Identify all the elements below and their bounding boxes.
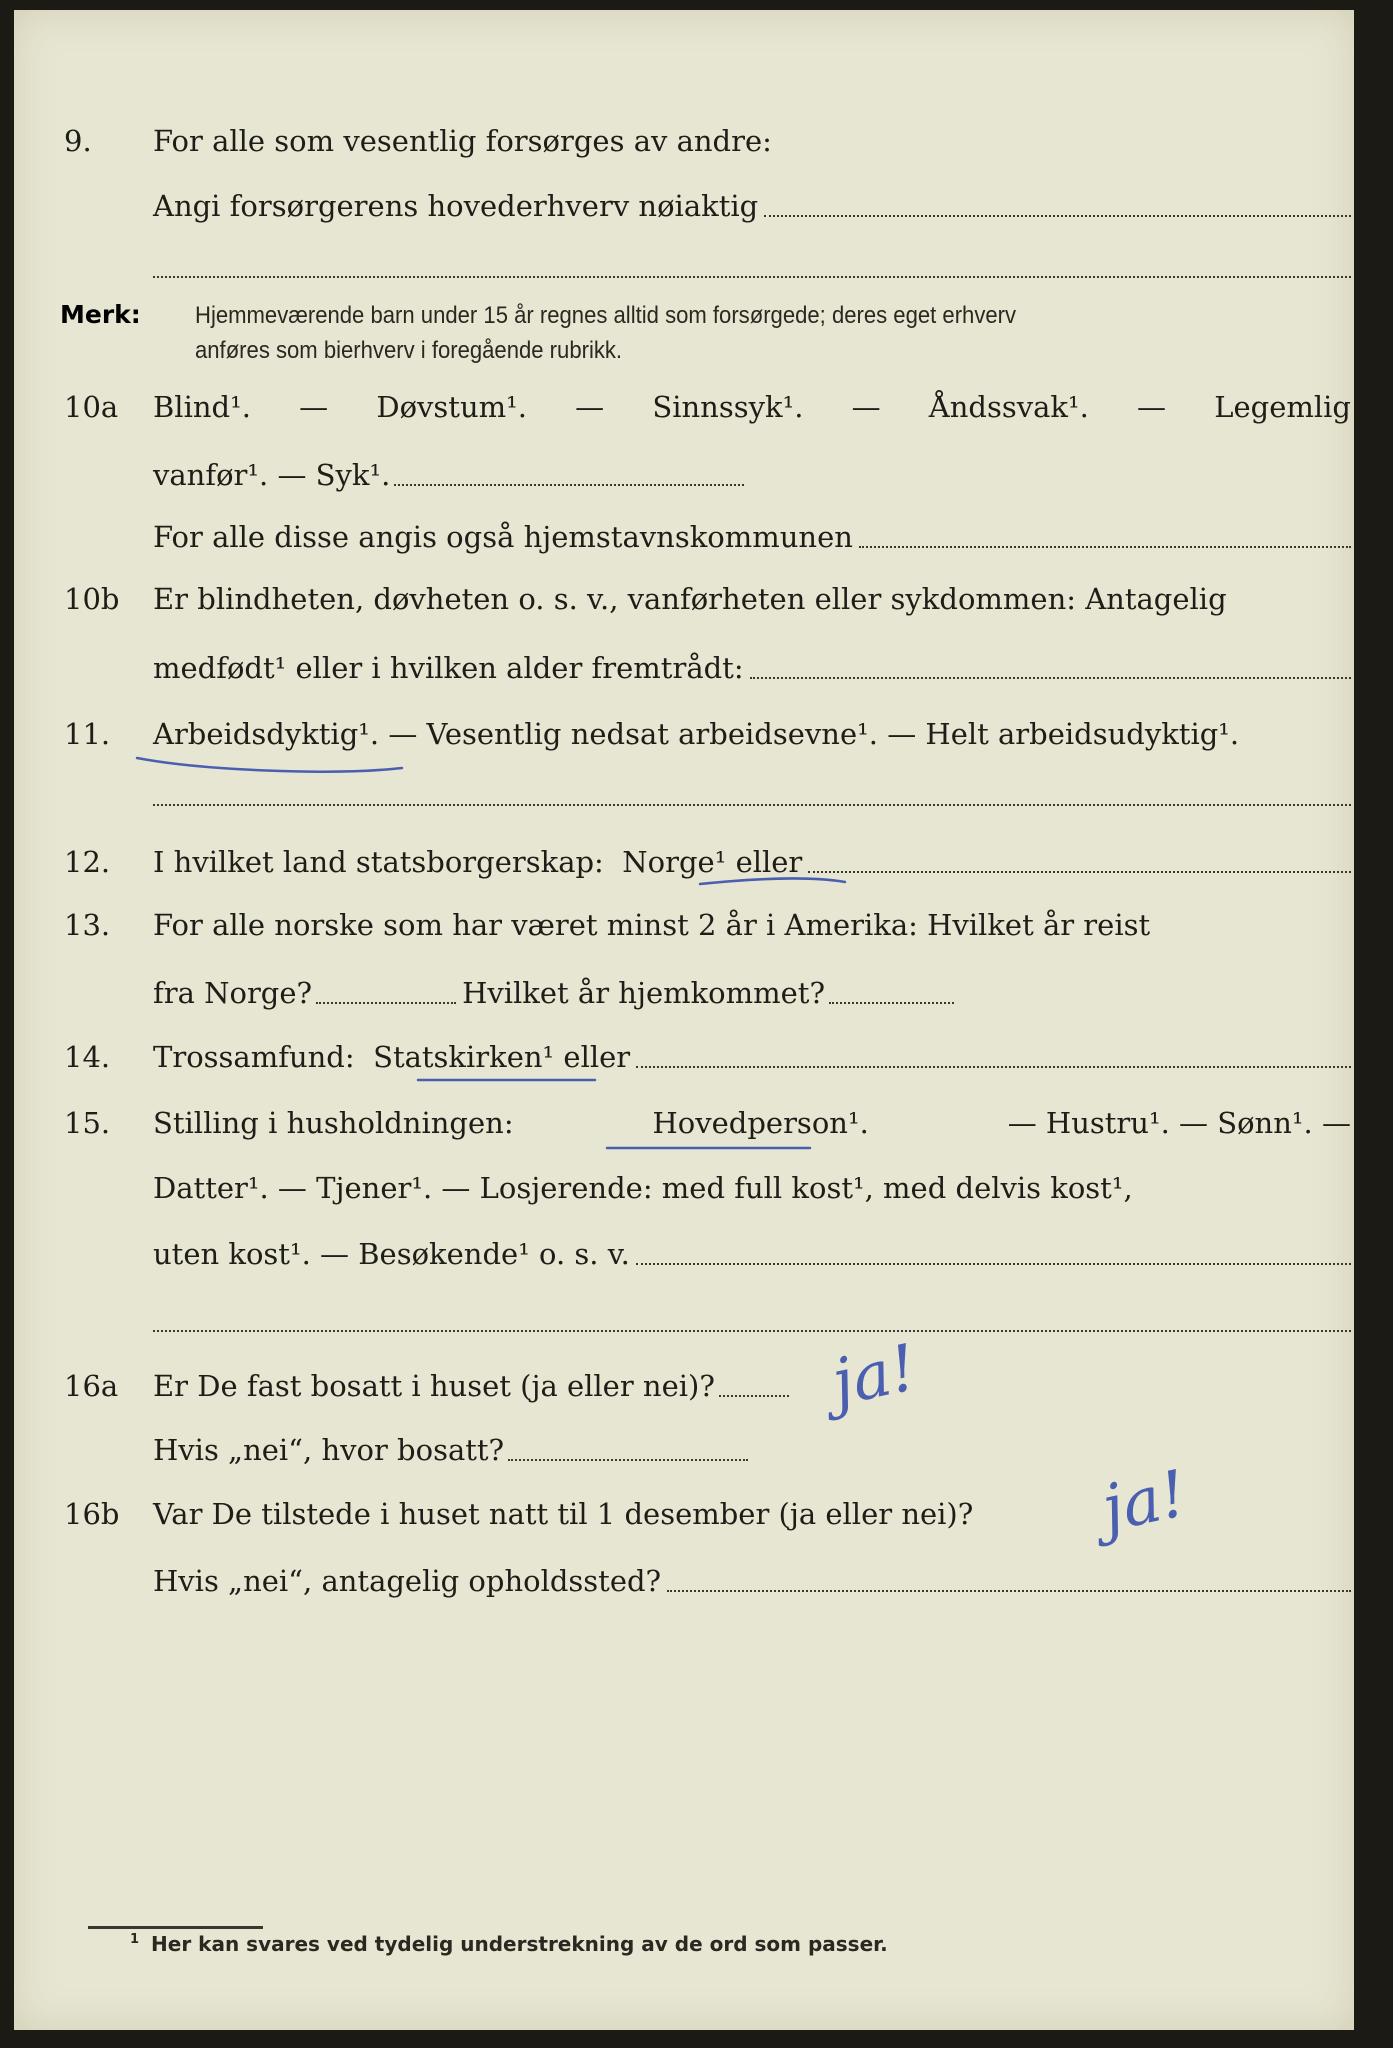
question-number: 14. xyxy=(64,1040,111,1074)
question-number: 10b xyxy=(64,582,120,616)
note-text: Hjemmeværende barn under 15 år regnes alltid som forsørgede; deres eget erhverv xyxy=(195,302,1017,329)
answer-line[interactable] xyxy=(636,1065,1351,1068)
question-text: Var De tilstede i huset natt til 1 desember (ja eller nei)? xyxy=(153,1497,974,1531)
answer-line[interactable] xyxy=(394,483,744,486)
dash: — xyxy=(1137,390,1167,424)
question-text: vanfør¹. — Syk¹. xyxy=(153,458,391,492)
answer-line[interactable] xyxy=(667,1589,1351,1592)
question-number: 10a xyxy=(64,390,119,424)
answer-line[interactable] xyxy=(829,1001,954,1004)
question-text: For alle som vesentlig forsørges av andre: xyxy=(153,124,772,158)
option-hovedperson-selected[interactable]: Hovedperson¹. xyxy=(652,1106,869,1140)
footnote-text: Her kan svares ved tydelig understrekning av de ord som passer. xyxy=(151,1932,888,1956)
question-number: 13. xyxy=(64,908,111,942)
answer-line[interactable] xyxy=(764,214,1351,217)
question-number: 15. xyxy=(64,1106,111,1140)
options-text: uten kost¹. — Besøkende¹ o. s. v. xyxy=(153,1237,630,1271)
options-text: Datter¹. — Tjener¹. — Losjerende: med full kost¹, med delvis kost¹, xyxy=(153,1171,1133,1205)
question-number: 12. xyxy=(64,845,111,879)
question-text: eller xyxy=(735,845,803,879)
question-text: Hvis „nei“, hvor bosatt? xyxy=(153,1433,505,1467)
question-text: medfødt¹ eller i hvilken alder fremtrådt: xyxy=(153,651,744,685)
answer-line[interactable] xyxy=(636,1262,1351,1265)
footnote xyxy=(130,1932,888,1956)
question-number: 16b xyxy=(64,1497,120,1531)
answer-line[interactable] xyxy=(750,676,1351,679)
option-legemlig: Legemlig xyxy=(1214,390,1351,424)
dash: — xyxy=(575,390,605,424)
footnote-mark: 1 xyxy=(130,1932,140,1947)
answer-line[interactable] xyxy=(153,804,1351,806)
question-text: fra Norge? xyxy=(153,976,313,1010)
answer-line[interactable] xyxy=(316,1001,456,1004)
option-statskirken-selected[interactable]: Statskirken¹ xyxy=(373,1040,555,1074)
answer-line[interactable] xyxy=(153,1330,1351,1332)
question-text: Hvis „nei“, antagelig opholdssted? xyxy=(153,1564,662,1598)
question-number: 11. xyxy=(64,717,111,751)
question-number: 9. xyxy=(64,124,92,158)
option-andssvak: Åndssvak¹. xyxy=(928,390,1089,424)
question-text: For alle norske som har været minst 2 år i Amerika: Hvilket år reist xyxy=(153,908,1151,942)
answer-line[interactable] xyxy=(859,545,1351,548)
question-number: 16a xyxy=(64,1369,119,1403)
question-text: Er blindheten, døvheten o. s. v., vanførheten eller sykdommen: Antagelig xyxy=(153,582,1227,616)
handwritten-answer-16a[interactable]: ja! xyxy=(825,1331,923,1421)
handwritten-answer-16b[interactable]: ja! xyxy=(1095,1457,1193,1547)
question-text: Angi forsørgerens hovederhverv nøiaktig xyxy=(153,189,759,223)
question-text: Hvilket år hjemkommet? xyxy=(462,976,826,1010)
option-dovstum: Døvstum¹. xyxy=(376,390,527,424)
option-sinnssyk: Sinnssyk¹. xyxy=(652,390,804,424)
option-norge-selected[interactable]: Norge¹ xyxy=(622,845,727,879)
question-text: Stilling i husholdningen: xyxy=(153,1106,514,1140)
question-text: eller xyxy=(563,1040,631,1074)
question-text: Er De fast bosatt i huset (ja eller nei)? xyxy=(153,1369,715,1403)
note-text: anføres som bierhverv i foregående rubrikk. xyxy=(195,337,623,364)
footnote-divider xyxy=(88,1926,263,1929)
options-text: — Hustru¹. — Sønn¹. — xyxy=(1007,1106,1351,1140)
dash: — xyxy=(299,390,329,424)
answer-line[interactable] xyxy=(719,1394,789,1397)
question-text: For alle disse angis også hjemstavnskommunen xyxy=(153,520,853,554)
option-blind: Blind¹. xyxy=(153,390,251,424)
options-text: — Vesentlig nedsat arbeidsevne¹. — Helt arbeidsudyktig¹. xyxy=(388,717,1240,751)
note-label: Merk: xyxy=(60,300,141,329)
option-arbeidsdyktig-selected[interactable]: Arbeidsdyktig¹. xyxy=(153,717,380,751)
answer-line[interactable] xyxy=(153,276,1351,278)
answer-line[interactable] xyxy=(808,870,1351,873)
question-text: I hvilket land statsborgerskap: xyxy=(153,845,604,879)
question-text: Trossamfund: xyxy=(153,1040,355,1074)
dash: — xyxy=(851,390,881,424)
answer-line[interactable] xyxy=(508,1458,748,1461)
